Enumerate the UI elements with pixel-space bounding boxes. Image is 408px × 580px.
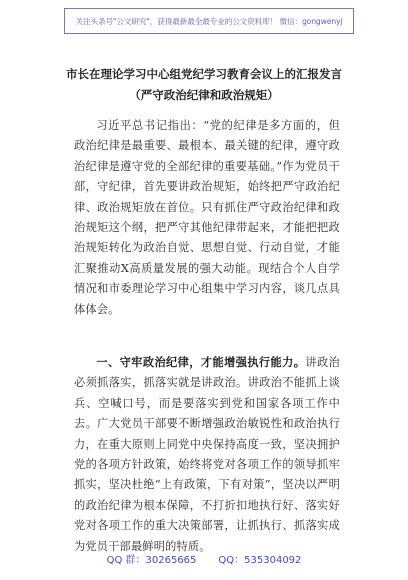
- document-subtitle: （严守政治纪律和政治规矩）: [129, 88, 279, 102]
- footer-qq-group: QQ 群：30265665: [106, 555, 197, 566]
- footer-qq-number: QQ：535304092: [218, 555, 302, 566]
- banner-text: 关注头条号"公文研究"，获得最新最全最专业的公文资料库！ 微信：gongwenyj: [75, 16, 343, 26]
- section-1-body: 讲政治必须抓落实，抓落实就是讲政治。讲政治不能抓上谈兵、空喊口号，而是要落实到党和国家各项工作中去。广大党员干部要不断增强政治敏锐性和政治执行力，在重大原则上同党中央保持高度一致，坚决拥护党的各项方针政策，始终将党对各项工作的领导抓牢抓实，坚决杜绝“上有政策，下有对策”，坚决以严明的政治纪律为根本保障，不打折扣地执行好、落实好党对各项工作的重大决策部署，让抓执行、抓落实成为党员干部最鲜明的特质。: [74, 356, 340, 553]
- document-title: 市长在理论学习中心组党纪学习教育会议上的汇报发言: [66, 67, 342, 81]
- paragraph-intro: 习近平总书记指出：“党的纪律是多方面的，但政治纪律是最重要、最根本、最关键的纪律，遵守政治纪律是遵守党的全部纪律的重要基础。”作为党员干部，守纪律，首先要讲政治规矩，始终把严守政治纪律、政治规矩放在首位。只有抓住严守政治纪律和政治规矩这个纲，把严守其他纪律带起来，才能把把政治规矩转化为政治自觉、思想自觉、行动自觉，才能汇聚推动X高质量发展的强大动能。现结合个人自学情况和市委理论学习中心组集中学习内容，谈几点具体体会。: [74, 119, 340, 316]
- footer-contact: [0, 551, 408, 566]
- paragraph-section-1: [74, 352, 340, 553]
- section-1-heading: 一、守牢政治纪律，才能增强执行能力。: [96, 355, 306, 369]
- top-banner: [64, 8, 354, 34]
